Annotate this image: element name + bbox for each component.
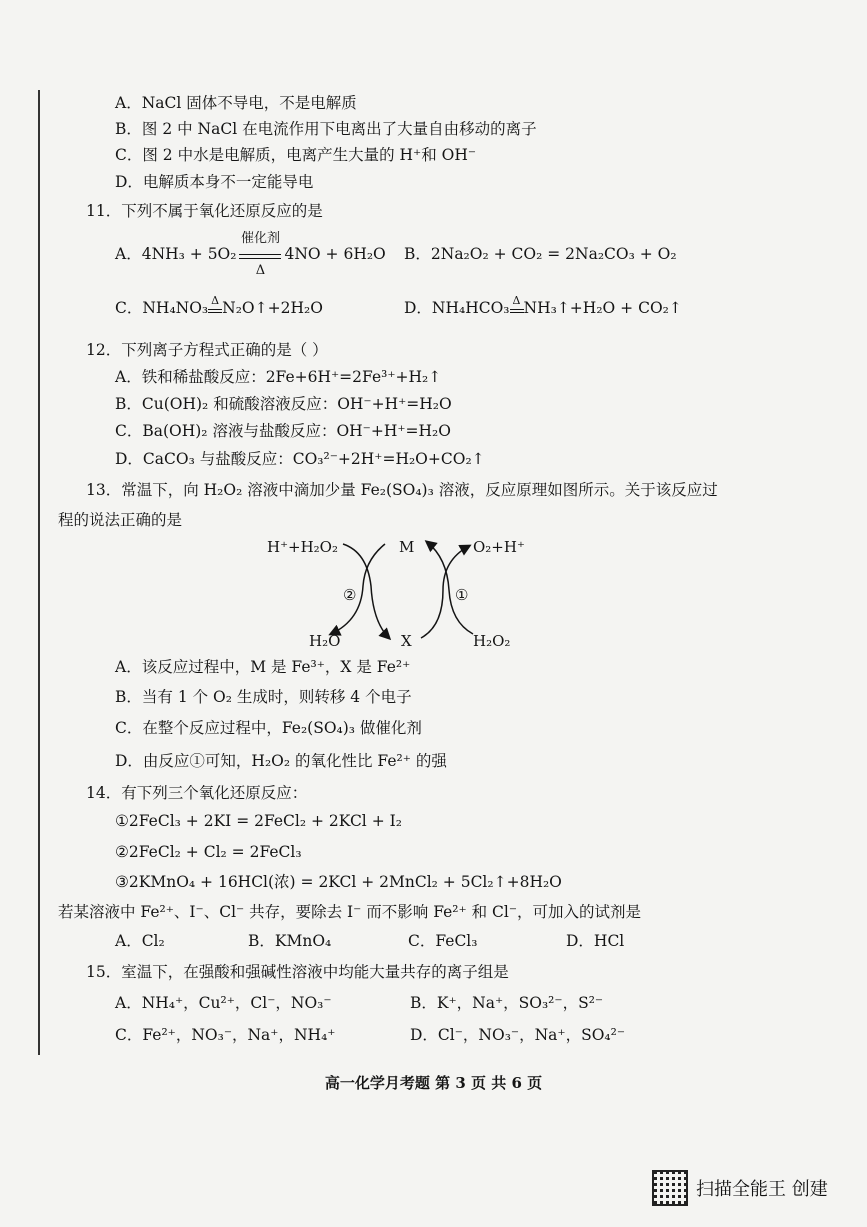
q12-option-b: B．Cu(OH)₂ 和硫酸溶液反应：OH⁻+H⁺=H₂O	[115, 395, 452, 413]
heat-equals-sign	[208, 294, 222, 313]
scanner-label: 扫描全能王 创建	[696, 1179, 828, 1200]
q12-option-c: C．Ba(OH)₂ 溶液与盐酸反应：OH⁻+H⁺=H₂O	[115, 422, 451, 440]
q13-option-d: D．由反应①可知，H₂O₂ 的氧化性比 Fe²⁺ 的强	[115, 752, 447, 770]
q14-reaction-3: ③2KMnO₄ + 16HCl(浓) = 2KCl + 2MnCl₂ + 5Cl₂↑+8H₂O	[115, 873, 562, 891]
heat-symbol: Δ	[512, 294, 521, 307]
q15-option-c: C．Fe²⁺，NO₃⁻，Na⁺，NH₄⁺	[115, 1026, 336, 1044]
q15-option-d: D．Cl⁻，NO₃⁻，Na⁺，SO₄²⁻	[410, 1026, 626, 1044]
diagram-bottom-middle: X	[401, 632, 412, 650]
q11-d-right: NH₃↑+H₂O + CO₂↑	[523, 299, 682, 317]
q11-stem: 11．下列不属于氧化还原反应的是	[86, 202, 323, 220]
q15-option-b: B．K⁺，Na⁺，SO₃²⁻，S²⁻	[410, 994, 604, 1012]
q10-option-d: D．电解质本身不一定能导电	[115, 173, 314, 191]
q15-stem: 15．室温下，在强酸和强碱性溶液中均能大量共存的离子组是	[86, 963, 509, 981]
q13-stem-line1: 13．常温下，向 H₂O₂ 溶液中滴加少量 Fe₂(SO₄)₃ 溶液，反应原理如图所示。关于该反应过	[86, 481, 718, 499]
q10-option-a: A．NaCl 固体不导电，不是电解质	[115, 94, 357, 112]
q14-reaction-1: ①2FeCl₃ + 2KI = 2FeCl₂ + 2KCl + I₂	[115, 812, 402, 830]
reaction-condition	[236, 231, 284, 278]
margin-line	[38, 90, 40, 1055]
q10-option-b: B．图 2 中 NaCl 在电流作用下电离出了大量自由移动的离子	[115, 120, 537, 138]
heat-label: Δ	[255, 263, 266, 278]
diagram-step-1: ①	[455, 586, 469, 604]
q14-option-b: B．KMnO₄	[248, 932, 332, 950]
q14-option-a: A．Cl₂	[115, 932, 165, 950]
q11-c-left: C．NH₄NO₃	[115, 299, 209, 317]
q11-a-right: 4NO + 6H₂O	[284, 245, 386, 263]
q12-option-d: D．CaCO₃ 与盐酸反应：CO₃²⁻+2H⁺=H₂O+CO₂↑	[115, 450, 485, 468]
q14-option-d: D．HCl	[566, 932, 625, 950]
q12-option-a: A．铁和稀盐酸反应：2Fe+6H⁺=2Fe³⁺+H₂↑	[115, 368, 442, 386]
scanner-watermark	[652, 1168, 828, 1208]
catalyst-label: 催化剂	[240, 231, 280, 246]
q11-a-left: 4NH₃ + 5O₂	[141, 245, 237, 263]
q14-reaction-2: ②2FeCl₂ + Cl₂ = 2FeCl₃	[115, 843, 302, 861]
heat-symbol: Δ	[211, 294, 220, 307]
q14-question: 若某溶液中 Fe²⁺、I⁻、Cl⁻ 共存，要除去 I⁻ 而不影响 Fe²⁺ 和 Cl⁻，可加入的试剂是	[58, 903, 642, 921]
q12-stem: 12．下列离子方程式正确的是（ ）	[86, 341, 328, 359]
diagram-bottom-left: H₂O	[309, 632, 341, 650]
diagram-step-2: ②	[343, 586, 357, 604]
diagram-top-right: O₂+H⁺	[473, 538, 525, 556]
q11-c-right: N₂O↑+2H₂O	[222, 299, 323, 317]
diagram-top-middle: M	[399, 538, 415, 556]
q13-stem-line2: 程的说法正确的是	[58, 511, 183, 529]
q11-option-a	[115, 231, 386, 278]
q11-option-c	[115, 294, 323, 318]
q11-d-left: D．NH₄HCO₃	[404, 299, 510, 317]
q11-option-b: B．2Na₂O₂ + CO₂ = 2Na₂CO₃ + O₂	[404, 245, 677, 263]
q13-option-c: C．在整个反应过程中，Fe₂(SO₄)₃ 做催化剂	[115, 719, 422, 737]
q10-option-c: C．图 2 中水是电解质，电离产生大量的 H⁺和 OH⁻	[115, 146, 477, 164]
q11-option-d	[404, 294, 682, 318]
q14-stem: 14．有下列三个氧化还原反应：	[86, 784, 308, 802]
qr-code-icon	[652, 1170, 688, 1206]
arrow-step2-product	[331, 544, 385, 634]
heat-equals-sign	[510, 294, 524, 313]
q13-option-a: A．该反应过程中，M 是 Fe³⁺，X 是 Fe²⁺	[115, 658, 411, 676]
q14-option-c: C．FeCl₃	[408, 932, 478, 950]
diagram-top-left: H⁺+H₂O₂	[267, 538, 338, 556]
reaction-cycle-diagram	[255, 530, 555, 660]
q15-option-a: A．NH₄⁺，Cu²⁺，Cl⁻，NO₃⁻	[115, 994, 332, 1012]
page-footer: 高一化学月考题 第 3 页 共 6 页	[324, 1074, 543, 1092]
diagram-bottom-right: H₂O₂	[473, 632, 511, 650]
q13-option-b: B．当有 1 个 O₂ 生成时，则转移 4 个电子	[115, 688, 412, 706]
q11-a-label: A．	[115, 245, 142, 263]
